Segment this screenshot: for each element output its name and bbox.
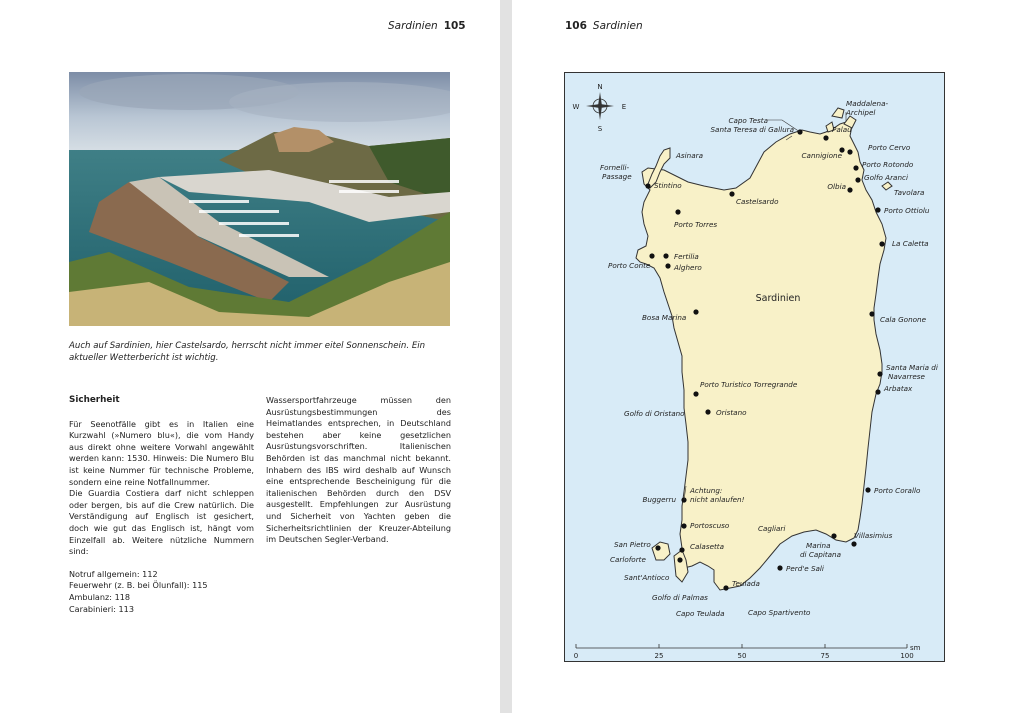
label-la-caletta: La Caletta: [892, 239, 929, 248]
scale-tick: 25: [654, 652, 664, 660]
compass-west: W: [572, 103, 580, 111]
label-arbatax: Arbatax: [884, 384, 913, 393]
marker-castelsardo: [729, 191, 734, 196]
label-tavolara: Tavolara: [894, 188, 925, 197]
label-stintino: Stintino: [654, 181, 682, 190]
marker-fertilia: [663, 253, 668, 258]
marker-carloforte: [655, 545, 660, 550]
marker-porto-corallo: [865, 487, 870, 492]
photo-caption: Auch auf Sardinien, hier Castelsardo, herrscht nicht immer eitel Sonnenschein. Ein aktueller Wetterbericht ist wichtig.: [69, 340, 426, 364]
emergency-number: Carabinieri: 113: [69, 603, 134, 614]
label-santa-maria-1: Santa Maria di: [886, 363, 938, 372]
marker-torregrande: [693, 391, 698, 396]
label-porto-torres: Porto Torres: [674, 220, 718, 229]
label-santa-maria-2: Navarrese: [888, 372, 925, 381]
marker-bosa-marina: [693, 309, 698, 314]
label-cala-gonone: Cala Gonone: [880, 315, 927, 324]
paragraph-coastguard: Die Guardia Costiera darf nicht schleppen oder bergen, bis auf die Crew natürlich. Die Verständigung auf Englisch ist gesichert, doch wie gut das Englisch ist, hängt vom Einzelfall ab. Weitere nützliche Nummern sind:: [69, 488, 254, 557]
marker-santantioco: [677, 557, 682, 562]
label-alghero: Alghero: [674, 263, 702, 272]
label-olbia: Olbia: [827, 182, 846, 191]
marker-porto-conte: [649, 253, 654, 258]
marker-olbia: [847, 187, 852, 192]
marker-santa-maria: [877, 371, 882, 376]
marker-palau: [823, 135, 828, 140]
label-cagliari: Cagliari: [758, 524, 786, 533]
label-castelsardo: Castelsardo: [736, 197, 779, 206]
marker-oristano: [705, 409, 710, 414]
label-carloforte: Carloforte: [610, 555, 646, 564]
scale-unit: sm: [910, 644, 921, 652]
emergency-number: Feuerwehr (z. B. bei Ölunfall): 115: [69, 580, 208, 591]
scale-tick: 100: [900, 652, 914, 660]
paragraph-equipment: Wassersportfahrzeuge müssen den Ausrüstungsbestimmungen des Heimatlandes entsprechen, in Deutschland bestehen aber keine gesetzlichen Ausrüstungsvorschriften. Italienischen Behörden ist das manchmal nicht bekannt. Inhabern des IBS wird deshalb auf Wunsch eine entsprechende Bescheinigung für die italienischen Behörden durch den DSV ausgestellt. Empfehlungen zur Ausrüstung und Sicherheit von Yachten geben die Sicherheitsrichtlinien der Kreuzer-Abteilung im Deutschen Segler-Verband.: [266, 395, 451, 545]
label-porto-turistico: Porto Turistico Torregrande: [700, 380, 798, 389]
label-golfo-di-palmas: Golfo di Palmas: [652, 593, 708, 602]
marker-stintino: [645, 183, 650, 188]
label-fornelli-1: Fornelli-: [600, 163, 630, 172]
text-column-right: [266, 395, 451, 546]
running-header-right: [565, 20, 643, 32]
label-asinara: Asinara: [676, 151, 703, 160]
map-title: Sardinien: [755, 293, 801, 304]
label-fertilia: Fertilia: [674, 252, 699, 261]
marker-porto-rotondo: [853, 165, 858, 170]
label-porto-cervo: Porto Cervo: [868, 143, 911, 152]
marker-arbatax: [875, 389, 880, 394]
page-number: 106: [565, 20, 587, 32]
label-porto-rotondo: Porto Rotondo: [862, 160, 914, 169]
emergency-number: Notruf allgemein: 112: [69, 568, 158, 579]
emergency-number: Ambulanz: 118: [69, 591, 131, 602]
marker-porto-cervo: [847, 149, 852, 154]
compass-east: E: [621, 103, 627, 111]
marker-villasimius: [851, 541, 856, 546]
marker-teulada: [723, 585, 728, 590]
marker-golfo-aranci: [855, 177, 860, 182]
text-column-left: [69, 395, 254, 615]
marker-cala-gonone: [869, 311, 874, 316]
marker-porto-ottiolu: [875, 207, 880, 212]
book-gutter: [500, 0, 512, 713]
label-porto-ottiolu: Porto Ottiolu: [884, 206, 930, 215]
label-oristano: Oristano: [716, 408, 747, 417]
label-calasetta: Calasetta: [690, 542, 725, 551]
label-perd-e-sali: Perd'e Sali: [786, 564, 824, 573]
compass-south: S: [597, 125, 603, 133]
running-header-left: [388, 20, 466, 32]
label-capo-spartivento: Capo Spartivento: [748, 608, 811, 617]
scale-tick: 50: [737, 652, 747, 660]
label-buggerru: Buggerru: [642, 495, 676, 504]
label-marina-1: Marina: [806, 541, 831, 550]
label-santa-teresa: Santa Teresa di Gallura: [710, 125, 794, 134]
label-marina-2: di Capitana: [800, 550, 842, 559]
label-golfo-aranci: Golfo Aranci: [864, 173, 908, 182]
label-golfo-di-oristano: Golfo di Oristano: [624, 409, 685, 418]
sardinia-map: [564, 72, 945, 662]
label-porto-corallo: Porto Corallo: [874, 486, 921, 495]
marker-alghero: [665, 263, 670, 268]
header-title: Sardinien: [388, 20, 438, 32]
marker-la-caletta: [879, 241, 884, 246]
marker-portoscuso: [681, 523, 686, 528]
label-santantioco: Sant'Antioco: [624, 573, 670, 582]
castelsardo-photo: [69, 72, 450, 326]
marker-calasetta: [679, 547, 684, 552]
page-number: 105: [443, 20, 466, 32]
label-villasimius: Villasimius: [854, 531, 893, 540]
scale-tick: 0: [573, 652, 579, 660]
label-portoscuso: Portoscuso: [690, 521, 730, 530]
label-capo-testa: Capo Testa: [728, 116, 768, 125]
label-teulada: Teulada: [732, 579, 760, 588]
header-title: Sardinien: [592, 20, 643, 32]
label-porto-conte: Porto Conte: [608, 261, 651, 270]
label-bosa-marina: Bosa Marina: [642, 313, 687, 322]
marker-marina-capitana: [831, 533, 836, 538]
label-palau: Palau: [832, 125, 852, 134]
section-heading: Sicherheit: [69, 395, 120, 405]
compass-north: N: [597, 83, 603, 91]
label-achtung-1: Achtung:: [690, 486, 723, 495]
marker-porto-torres: [675, 209, 680, 214]
label-fornelli-2: Passage: [602, 172, 632, 181]
label-maddalena-1: Maddalena-: [846, 99, 889, 108]
scale-tick: 75: [820, 652, 830, 660]
paragraph-emergency: Für Seenotfälle gibt es in Italien eine Kurzwahl (»Numero blu«), die vom Handy aus direkt ohne weitere Vorwahl angewählt werden kann: 1530. Hinweis: Die Numero Blu ist keine Nummer für technische Probleme, sondern eine reine Notfallnummer.: [69, 418, 254, 487]
label-san-pietro: San Pietro: [614, 540, 651, 549]
left-page: [0, 0, 500, 713]
marker-perd-e-sali: [777, 565, 782, 570]
label-capo-teulada: Capo Teulada: [676, 609, 725, 618]
label-cannigione: Cannigione: [801, 151, 842, 160]
label-achtung-2: nicht anlaufen!: [690, 495, 745, 504]
label-maddalena-2: Archipel: [846, 108, 876, 117]
